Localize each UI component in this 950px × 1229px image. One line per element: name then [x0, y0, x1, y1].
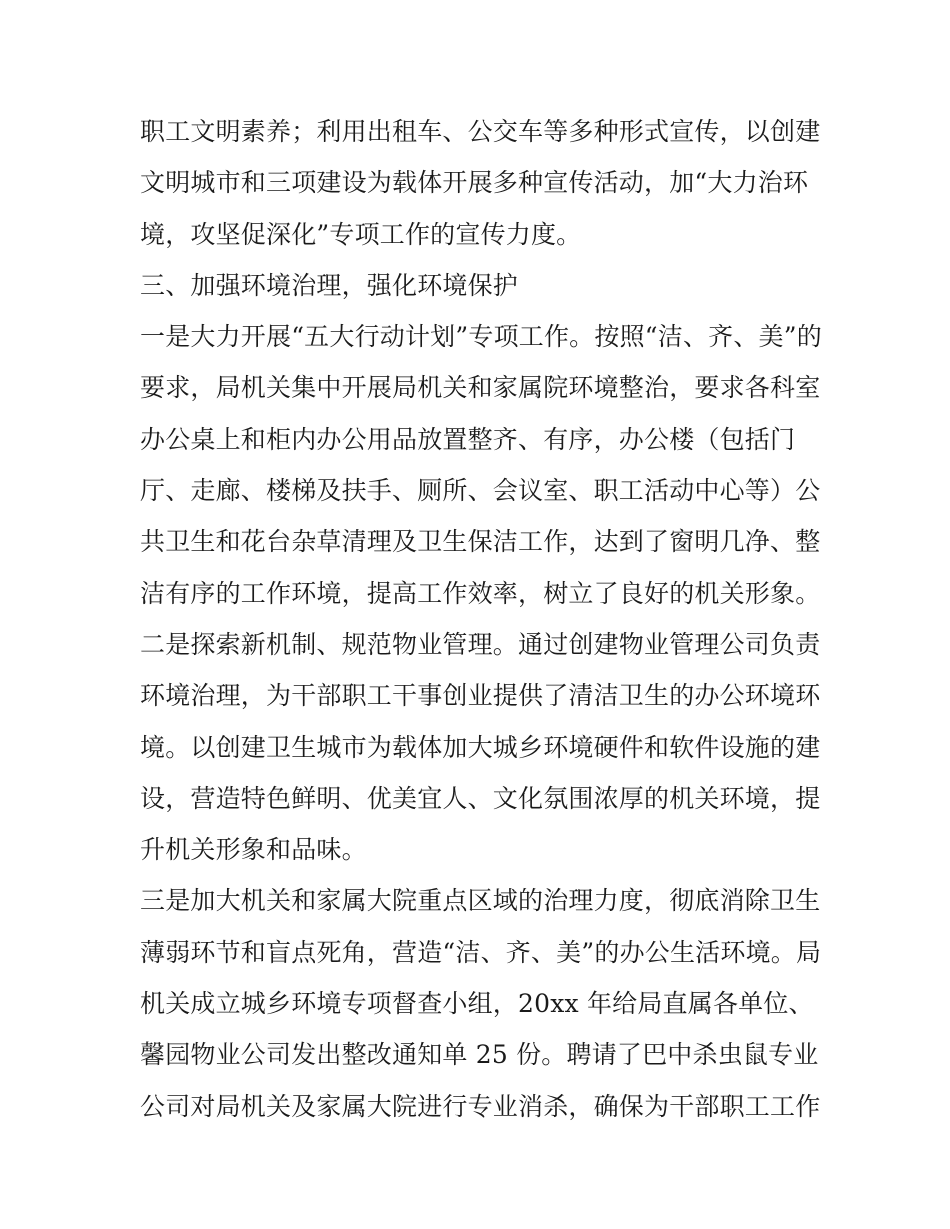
section-heading: 三、加强环境治理，强化环境保护: [140, 270, 519, 300]
text-line: 要求，局机关集中开展局机关和家属院环境整治，要求各科室: [140, 373, 821, 403]
text-line: 公司对局机关及家属大院进行专业消杀，确保为干部职工工作: [140, 1091, 821, 1121]
text-line: 馨园物业公司发出整改通知单 25 份。聘请了巴中杀虫鼠专业: [140, 1040, 819, 1070]
text-line: 二是探索新机制、规范物业管理。通过创建物业管理公司负责: [140, 629, 821, 659]
text-line: 一是大力开展“五大行动计划”专项工作。按照“洁、齐、美”的: [140, 322, 822, 352]
text-line: 共卫生和花台杂草清理及卫生保洁工作，达到了窗明几净、整: [140, 527, 821, 557]
text-line: 厅、走廊、楼梯及扶手、厕所、会议室、职工活动中心等）公: [140, 476, 821, 506]
text-line: 薄弱环节和盲点死角，营造“洁、齐、美”的办公生活环境。局: [140, 937, 822, 967]
text-line: 职工文明素养；利用出租车、公交车等多种形式宣传，以创建: [140, 117, 821, 146]
text-line: 三是加大机关和家属大院重点区域的治理力度，彻底消除卫生: [140, 886, 821, 916]
text-line: 升机关形象和品味。: [140, 835, 367, 865]
text-line: 环境治理，为干部职工干事创业提供了清洁卫生的办公环境环: [140, 681, 821, 711]
text-line: 境，攻坚促深化”专项工作的宣传力度。: [140, 219, 582, 249]
text-line: 设，营造特色鲜明、优美宜人、文化氛围浓厚的机关环境，提: [140, 783, 821, 813]
document-body: [140, 106, 820, 1132]
text-line: 办公桌上和柜内办公用品放置整齐、有序，办公楼（包括门: [140, 424, 796, 454]
text-line: 洁有序的工作环境，提高工作效率，树立了良好的机关形象。: [140, 578, 821, 608]
text-line: 境。以创建卫生城市为载体加大城乡环境硬件和软件设施的建: [140, 732, 821, 762]
text-line: 文明城市和三项建设为载体开展多种宣传活动，加“大力治环: [140, 168, 809, 198]
text-line: 机关成立城乡环境专项督查小组，20xx 年给局直属各单位、: [140, 989, 814, 1019]
